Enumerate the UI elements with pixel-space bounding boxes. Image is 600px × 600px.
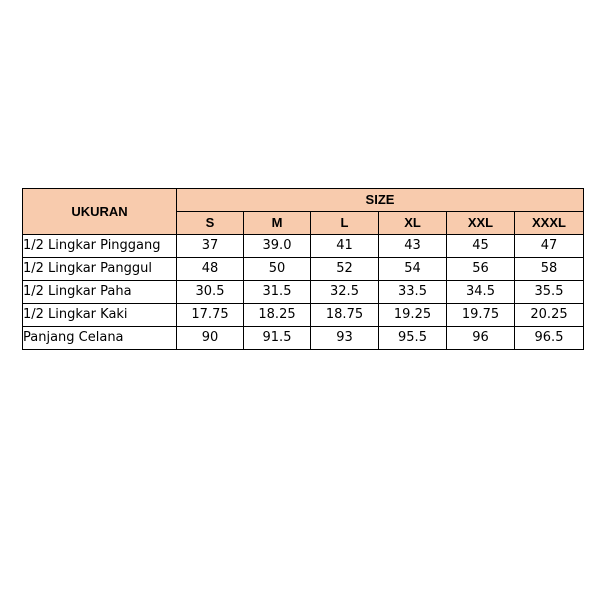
table-cell: 19.25: [379, 304, 447, 327]
table-cell: 96.5: [515, 327, 584, 350]
table-row: [23, 235, 584, 258]
table-cell: 19.75: [447, 304, 515, 327]
size-header-l: L: [311, 212, 379, 235]
table-cell: 17.75: [177, 304, 244, 327]
table-cell: 39.0: [244, 235, 311, 258]
table-cell: 43: [379, 235, 447, 258]
table-cell: 47: [515, 235, 584, 258]
table-cell: 45: [447, 235, 515, 258]
table-cell: 20.25: [515, 304, 584, 327]
table-cell: 18.25: [244, 304, 311, 327]
table-cell: 90: [177, 327, 244, 350]
table-row: [23, 281, 584, 304]
table-cell: 91.5: [244, 327, 311, 350]
size-header-xl: XL: [379, 212, 447, 235]
size-group-header: SIZE: [177, 189, 584, 212]
table-cell: 35.5: [515, 281, 584, 304]
size-chart-table: [22, 188, 584, 350]
table-cell: 95.5: [379, 327, 447, 350]
table-cell: 18.75: [311, 304, 379, 327]
row-label: 1/2 Lingkar Paha: [23, 281, 177, 304]
table-row: [23, 304, 584, 327]
table-cell: 48: [177, 258, 244, 281]
size-header-m: M: [244, 212, 311, 235]
row-label: 1/2 Lingkar Kaki: [23, 304, 177, 327]
header-row-size: [23, 189, 584, 212]
ukuran-header: UKURAN: [23, 189, 177, 235]
row-label: 1/2 Lingkar Panggul: [23, 258, 177, 281]
size-header-xxl: XXL: [447, 212, 515, 235]
table-cell: 93: [311, 327, 379, 350]
table-cell: 31.5: [244, 281, 311, 304]
table-cell: 37: [177, 235, 244, 258]
table-cell: 52: [311, 258, 379, 281]
table-cell: 41: [311, 235, 379, 258]
table-cell: 50: [244, 258, 311, 281]
table-cell: 54: [379, 258, 447, 281]
table-cell: 32.5: [311, 281, 379, 304]
table-cell: 58: [515, 258, 584, 281]
table-cell: 56: [447, 258, 515, 281]
size-header-xxxl: XXXL: [515, 212, 584, 235]
row-label: Panjang Celana: [23, 327, 177, 350]
table-cell: 34.5: [447, 281, 515, 304]
table-row: [23, 258, 584, 281]
size-header-s: S: [177, 212, 244, 235]
table-cell: 96: [447, 327, 515, 350]
table-cell: 30.5: [177, 281, 244, 304]
table-row: [23, 327, 584, 350]
row-label: 1/2 Lingkar Pinggang: [23, 235, 177, 258]
table-cell: 33.5: [379, 281, 447, 304]
